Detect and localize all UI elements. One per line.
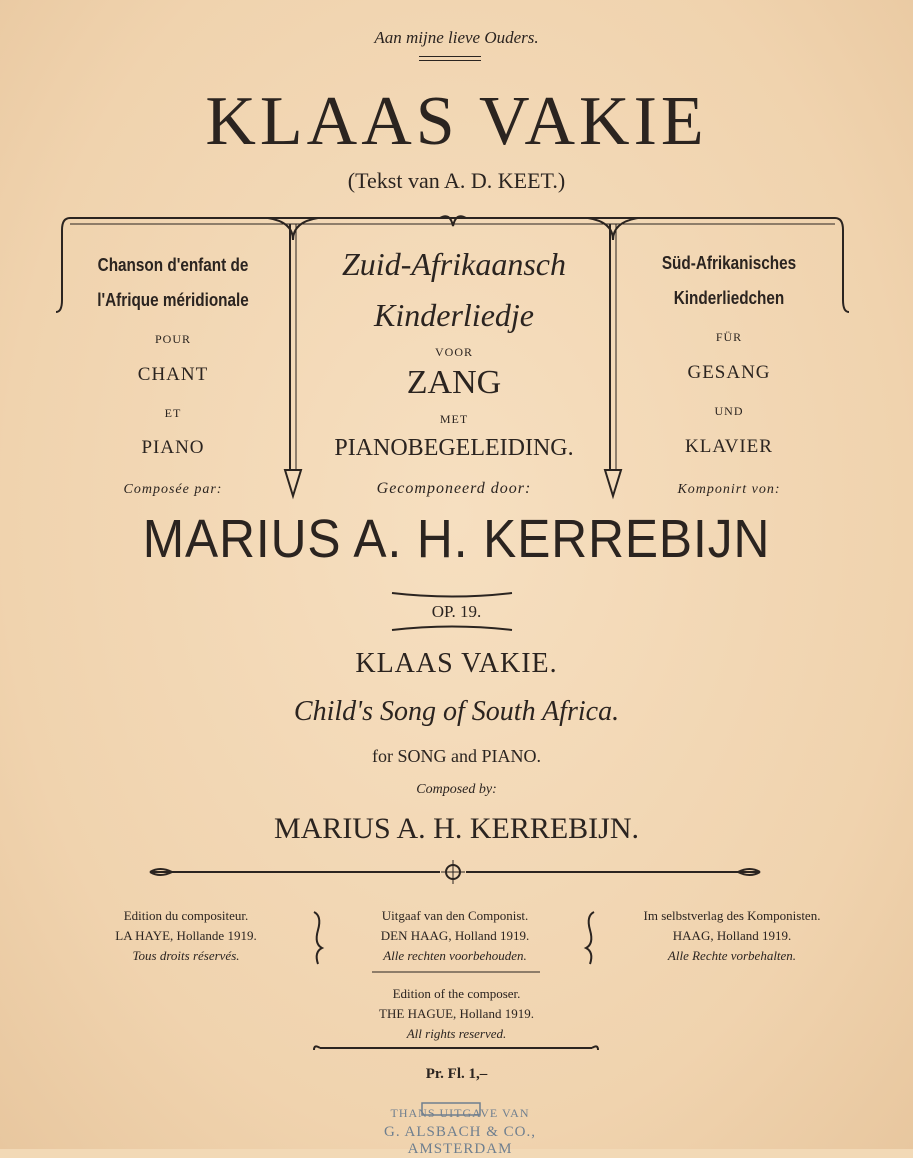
french-pour: POUR xyxy=(154,332,191,346)
german-composed-by: Komponirt von: xyxy=(677,482,781,497)
edition-english-line3: All rights reserved. xyxy=(406,1026,507,1041)
publisher-stamp-line2: G. ALSBACH & CO., AMSTERDAM xyxy=(383,1124,537,1157)
dedication-rule xyxy=(419,56,481,61)
edition-dutch xyxy=(330,906,580,966)
edition-german-line3: Alle Rechte vorbehalten. xyxy=(667,948,797,963)
french-et: ET xyxy=(164,406,182,420)
edition-english xyxy=(300,984,613,1044)
edition-english-line1: Edition of the composer. xyxy=(392,986,521,1001)
german-gesang: GESANG xyxy=(687,362,771,383)
edition-french-line3: Tous droits réservés. xyxy=(132,948,240,963)
edition-french xyxy=(70,906,302,966)
edition-german-line2: HAAG, Holland 1919. xyxy=(672,928,792,943)
dedication: Aan mijne lieve Ouders. xyxy=(374,28,539,47)
german-heading-line2: Kinderliedchen xyxy=(673,288,785,308)
german-klavier: KLAVIER xyxy=(685,436,773,457)
english-title: KLAAS VAKIE. xyxy=(355,648,558,679)
french-heading-line1: Chanson d'enfant de xyxy=(97,255,249,275)
opus-number: OP. 19. xyxy=(431,602,482,621)
english-instrumentation: for SONG and PIANO. xyxy=(372,746,541,766)
dutch-voor: VOOR xyxy=(434,345,473,359)
german-heading-line1: Süd-Afrikanisches xyxy=(661,253,797,273)
publisher-stamp-line1: THANS UITGAVE VAN xyxy=(390,1106,530,1120)
dutch-heading-line1: Zuid-Afrikaansch xyxy=(342,246,566,282)
edition-dutch-line2: DEN HAAG, Holland 1919. xyxy=(380,928,530,943)
dutch-composed-by: Gecomponeerd door: xyxy=(376,480,532,497)
edition-german-line1: Im selbstverlag des Komponisten. xyxy=(643,908,821,923)
edition-german xyxy=(600,906,864,966)
french-piano: PIANO xyxy=(141,437,205,458)
edition-french-line2: LA HAYE, Hollande 1919. xyxy=(115,928,257,943)
dutch-accompaniment: PIANOBEGELEIDING. xyxy=(334,435,574,461)
french-composed-by: Composée par: xyxy=(123,482,223,497)
edition-dutch-line3: Alle rechten voorbehouden. xyxy=(383,948,527,963)
edition-dutch-line1: Uitgaaf van den Componist. xyxy=(381,908,529,923)
english-composer-name: MARIUS A. H. KERREBIJN. xyxy=(273,812,640,845)
main-title: KLAAS VAKIE xyxy=(205,83,708,160)
french-chant: CHANT xyxy=(137,364,209,385)
french-heading-line2: l'Afrique méridionale xyxy=(97,290,249,310)
edition-french-line1: Edition du compositeur. xyxy=(123,908,249,923)
english-composed-by: Composed by: xyxy=(416,782,497,797)
dutch-heading-line2: Kinderliedje xyxy=(374,297,534,333)
lyricist-credit: (Tekst van A. D. KEET.) xyxy=(347,168,566,193)
dutch-zang: ZANG xyxy=(406,364,502,401)
edition-english-line2: THE HAGUE, Holland 1919. xyxy=(379,1006,534,1021)
english-subtitle: Child's Song of South Africa. xyxy=(293,696,620,727)
dutch-met: MET xyxy=(439,412,469,426)
price: Pr. Fl. 1,– xyxy=(425,1066,488,1082)
german-und: UND xyxy=(714,404,744,418)
composer-name: MARIUS A. H. KERREBIJN xyxy=(142,509,771,569)
german-fur: FÜR xyxy=(715,330,743,344)
